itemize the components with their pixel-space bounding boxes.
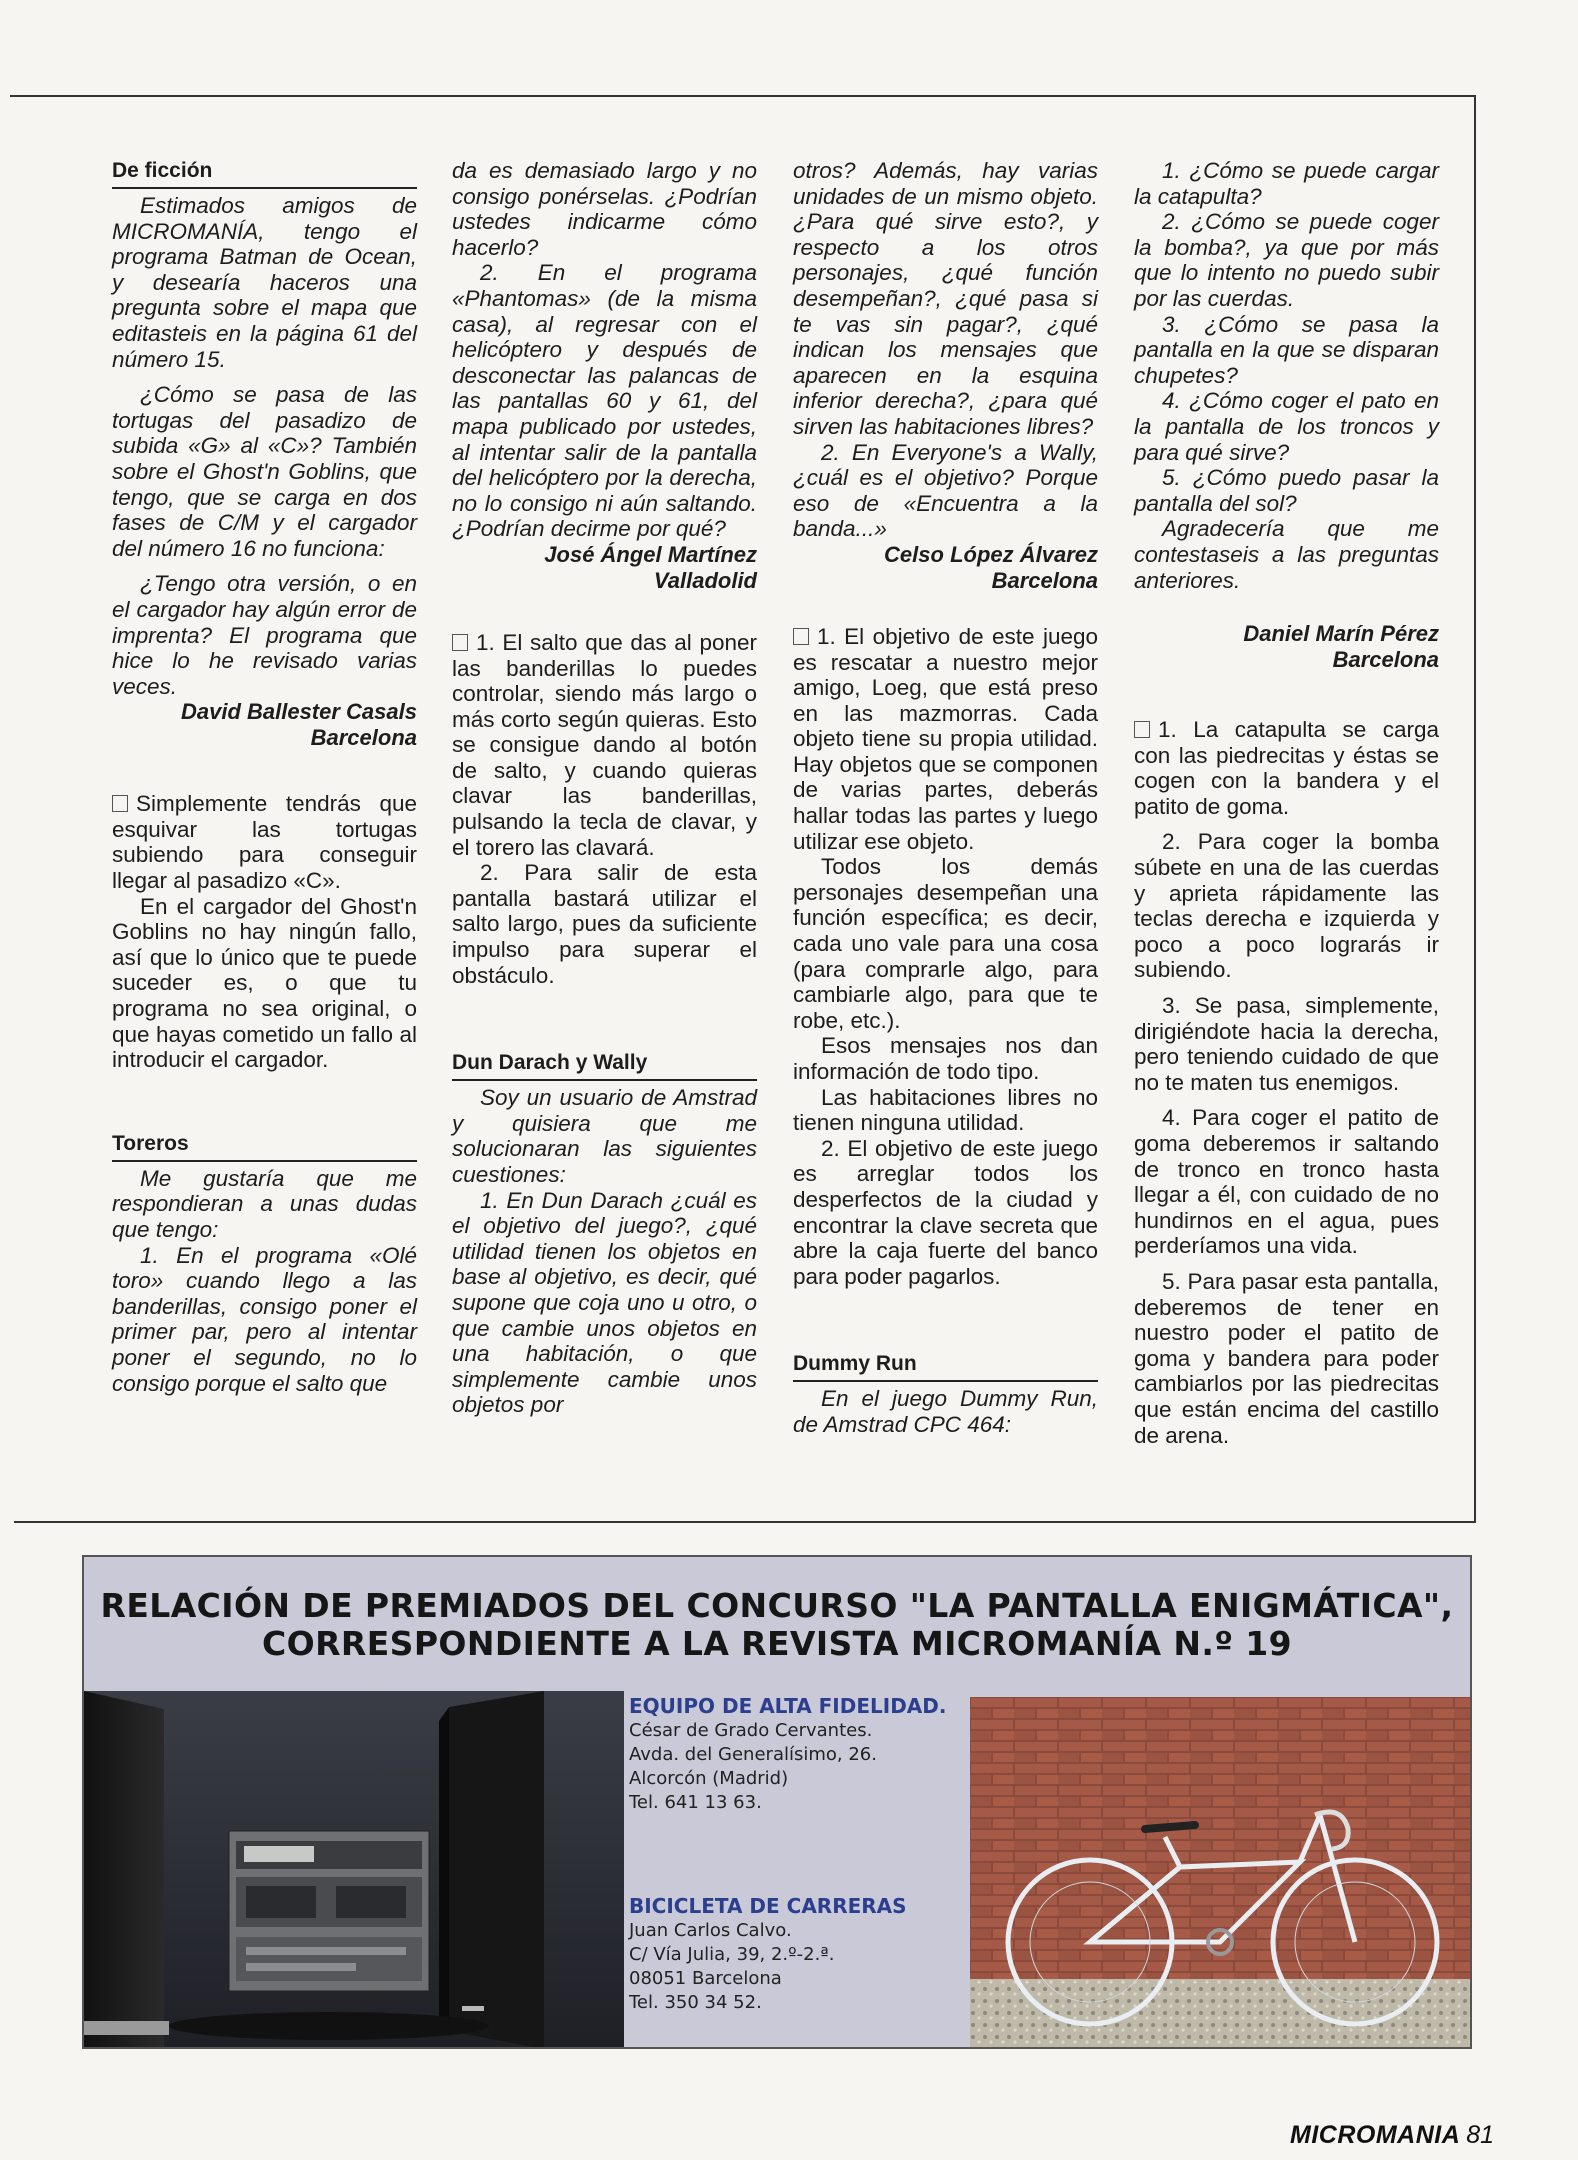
- bottom-rule: [14, 1521, 1476, 1523]
- answer-paragraph: 1. El objetivo de este juego es rescatar a nuestro mejor amigo, Loeg, que está preso en las mazmorras. Cada objeto tiene su propia utilidad. Hay objetos que se componen de varias partes, deberás hallar todas las partes y luego utilizar ese objeto.: [793, 623, 1098, 854]
- right-rule: [1474, 95, 1476, 1523]
- answer-paragraph: 2. Para salir de esta pantalla bastará utilizar el salto largo, pues da suficiente impulso para superar el obstáculo.: [452, 860, 757, 988]
- answer-paragraph: 4. Para coger el patito de goma deberemos ir saltando de tronco en tronco hasta llegar a él, con cuidado de no hundirnos en el agua, pues perderíamos una vida.: [1134, 1105, 1439, 1259]
- letter-paragraph: 5. ¿Cómo puedo pasar la pantalla del sol?: [1134, 465, 1439, 516]
- page-number: 81: [1466, 2121, 1495, 2149]
- answer-box-icon: [793, 628, 809, 645]
- racing-bicycle-photo: [970, 1697, 1470, 2047]
- letter-paragraph: 3. ¿Cómo se pasa la pantalla en la que se disparan chupetes?: [1134, 311, 1439, 388]
- letter-paragraph: 2. En Everyone's a Wally, ¿cuál es el objetivo? Porque eso de «Encuentra a la banda...»: [793, 439, 1098, 542]
- section-heading-dummy-run: Dummy Run: [793, 1351, 1098, 1382]
- letter-paragraph: 1. ¿Cómo se puede cargar la catapulta?: [1134, 158, 1439, 209]
- answer-box-icon: [452, 634, 468, 651]
- section-heading-ficcion: De ficción: [112, 158, 417, 189]
- prize-2-phone: Tel. 350 34 52.: [629, 1992, 762, 2013]
- signature-city: Valladolid: [653, 567, 757, 593]
- signature-name: David Ballester Casals: [180, 699, 417, 725]
- answer-paragraph: Esos mensajes nos dan información de todo tipo.: [793, 1033, 1098, 1084]
- letter-paragraph: 1. En el programa «Olé toro» cuando llego a las banderillas, consigo poner el primer par, pero al intentar poner el segundo, no lo consigo porque el salto que: [112, 1242, 417, 1396]
- prize-1-phone: Tel. 641 13 63.: [629, 1792, 762, 1813]
- prize-1-title: EQUIPO DE ALTA FIDELIDAD.: [629, 1694, 947, 1718]
- signature-city: Barcelona: [991, 567, 1098, 593]
- letter-paragraph: Me gustaría que me respondieran a unas dudas que tengo:: [112, 1165, 417, 1242]
- answer-paragraph: 1. El salto que das al poner las banderillas lo puedes controlar, siendo más largo o más corto según quieras. Esto se consigue dando al botón de salto, y cuando quieras clavar las banderillas, pulsando la tecla de clavar, y el torero las clavará.: [452, 629, 757, 860]
- letter-paragraph: Agradecería que me contestaseis a las preguntas anteriores.: [1134, 516, 1439, 593]
- answer-box-icon: [1134, 721, 1150, 738]
- contest-winners-box: [82, 1555, 1472, 2049]
- contest-title-line-1: RELACIÓN DE PREMIADOS DEL CONCURSO "LA PANTALLA ENIGMÁTICA",: [100, 1586, 1454, 1625]
- contest-title-line-2: CORRESPONDIENTE A LA REVISTA MICROMANÍA N.º 19: [262, 1624, 1292, 1663]
- prize-1-city: Alcorcón (Madrid): [629, 1768, 789, 1789]
- letter-paragraph: Estimados amigos de MICROMANÍA, tengo el programa Batman de Ocean, y desearía haceros una pregunta sobre el mapa que editasteis en la página 61 del número 15.: [112, 193, 417, 372]
- answer-box-icon: [112, 795, 128, 812]
- answer-paragraph: 1. La catapulta se carga con las piedrecitas y éstas se cogen con la bandera y el patito de goma.: [1134, 717, 1439, 819]
- letter-paragraph: da es demasiado largo y no consigo ponérselas. ¿Podrían ustedes indicarme cómo hacerlo?: [452, 158, 757, 260]
- letter-paragraph: 1. En Dun Darach ¿cuál es el objetivo del juego?, ¿qué utilidad tienen los objetos en base al objetivo, es decir, qué supone que coja uno u otro, o que cambie unos objetos en una habitación, o que simplemente cambie unos objetos por: [452, 1187, 757, 1418]
- prize-2-title: BICICLETA DE CARRERAS: [629, 1894, 907, 1918]
- letter-paragraph: ¿Tengo otra versión, o en el cargador hay algún error de imprenta? El programa que hice lo he revisado varias veces.: [112, 571, 417, 699]
- letter-paragraph: 2. En el programa «Phantomas» (de la misma casa), al regresar con el helicóptero y después de desconectar las palancas de las pantallas 60 y 61, del mapa publicado por ustedes, al intentar salir de la pantalla del helicóptero por la derecha, no lo consigo ni aún saltando. ¿Podrían decirme por qué?: [452, 260, 757, 542]
- answer-paragraph: 2. Para coger la bomba súbete en una de las cuerdas y aprieta rápidamente las teclas derecha e izquierda y poco a poco lograrás ir subiendo.: [1134, 829, 1439, 983]
- section-heading-dun-darach: Dun Darach y Wally: [452, 1050, 757, 1081]
- answer-paragraph: Todos los demás personajes desempeñan una función específica; es decir, cada uno vale para una cosa (para comprarle algo, para cambiarle algo, para que te robe, etc.).: [793, 854, 1098, 1033]
- page-footer: [1290, 2120, 1494, 2150]
- letter-paragraph: En el juego Dummy Run, de Amstrad CPC 464:: [793, 1386, 1098, 1437]
- answer-paragraph: 3. Se pasa, simplemente, dirigiéndote hacia la derecha, pero teniendo cuidado de que no te maten tus enemigos.: [1134, 993, 1439, 1095]
- letter-paragraph: 4. ¿Cómo coger el pato en la pantalla de los troncos y para qué sirve?: [1134, 388, 1439, 465]
- letter-paragraph: ¿Cómo se pasa de las tortugas del pasadizo de subida «G» al «C»? También sobre el Ghost'n Goblins, que tengo, que se carga en dos fases de C/M y el cargador del número 16 no funciona:: [112, 382, 417, 561]
- answer-paragraph: En el cargador del Ghost'n Goblins no hay ningún fallo, así que lo único que te puede suceder es, o que tu programa no sea original, o que hayas cometido un fallo al introducir el cargador.: [112, 893, 417, 1073]
- hifi-stereo-photo: [84, 1691, 624, 2049]
- answer-paragraph: Simplemente tendrás que esquivar las tortugas subiendo para conseguir llegar al pasadizo «C».: [112, 791, 417, 894]
- signature-city: Barcelona: [310, 725, 417, 751]
- column-2: [452, 158, 757, 1418]
- prize-1-winner: César de Grado Cervantes.: [629, 1720, 873, 1741]
- prize-1-address: Avda. del Generalísimo, 26.: [629, 1744, 877, 1765]
- letter-paragraph: Soy un usuario de Amstrad y quisiera que me solucionaran las siguientes cuestiones:: [452, 1085, 757, 1187]
- hifi-stereo-illustration: [84, 1691, 624, 2049]
- column-1: [112, 158, 417, 1396]
- section-heading-toreros: Toreros: [112, 1131, 417, 1162]
- magazine-name: MICROMANIA: [1290, 2121, 1461, 2149]
- column-4: [1134, 158, 1439, 1448]
- bicycle-illustration: [970, 1697, 1470, 2047]
- signature-city: Barcelona: [1332, 647, 1439, 673]
- column-3: [793, 158, 1098, 1438]
- prize-2-winner: Juan Carlos Calvo.: [629, 1920, 792, 1941]
- prize-2-city: 08051 Barcelona: [629, 1968, 782, 1989]
- signature-name: José Ángel Martínez: [544, 541, 757, 567]
- letter-paragraph: 2. ¿Cómo se puede coger la bomba?, ya que por más que lo intento no puedo subir por las cuerdas.: [1134, 209, 1439, 311]
- letter-paragraph: otros? Además, hay varias unidades de un mismo objeto. ¿Para qué sirve esto?, y respecto a los otros personajes, ¿qué función desempeñan?, ¿qué pasa si te vas sin pagar?, ¿qué indican los mensajes que aparecen en la esquina inferior derecha?, ¿para qué sirven las habitaciones libres?: [793, 158, 1098, 439]
- answer-paragraph: 5. Para pasar esta pantalla, deberemos de tener en nuestro poder el patito de goma y bandera para poder cambiarlos por las piedrecitas que están encima del castillo de arena.: [1134, 1268, 1439, 1448]
- top-rule: [10, 95, 1476, 97]
- prize-2-address: C/ Vía Julia, 39, 2.º-2.ª.: [629, 1944, 835, 1965]
- contest-title: [84, 1587, 1470, 1663]
- prize-list: [629, 1693, 959, 2015]
- signature-name: Daniel Marín Pérez: [1243, 621, 1439, 647]
- signature-name: Celso López Álvarez: [884, 541, 1098, 567]
- answer-paragraph: Las habitaciones libres no tienen ninguna utilidad.: [793, 1084, 1098, 1136]
- answer-paragraph: 2. El objetivo de este juego es arreglar todos los desperfectos de la ciudad y encontrar la clave secreta que abre la caja fuerte del banco para poder pagarlos.: [793, 1135, 1098, 1289]
